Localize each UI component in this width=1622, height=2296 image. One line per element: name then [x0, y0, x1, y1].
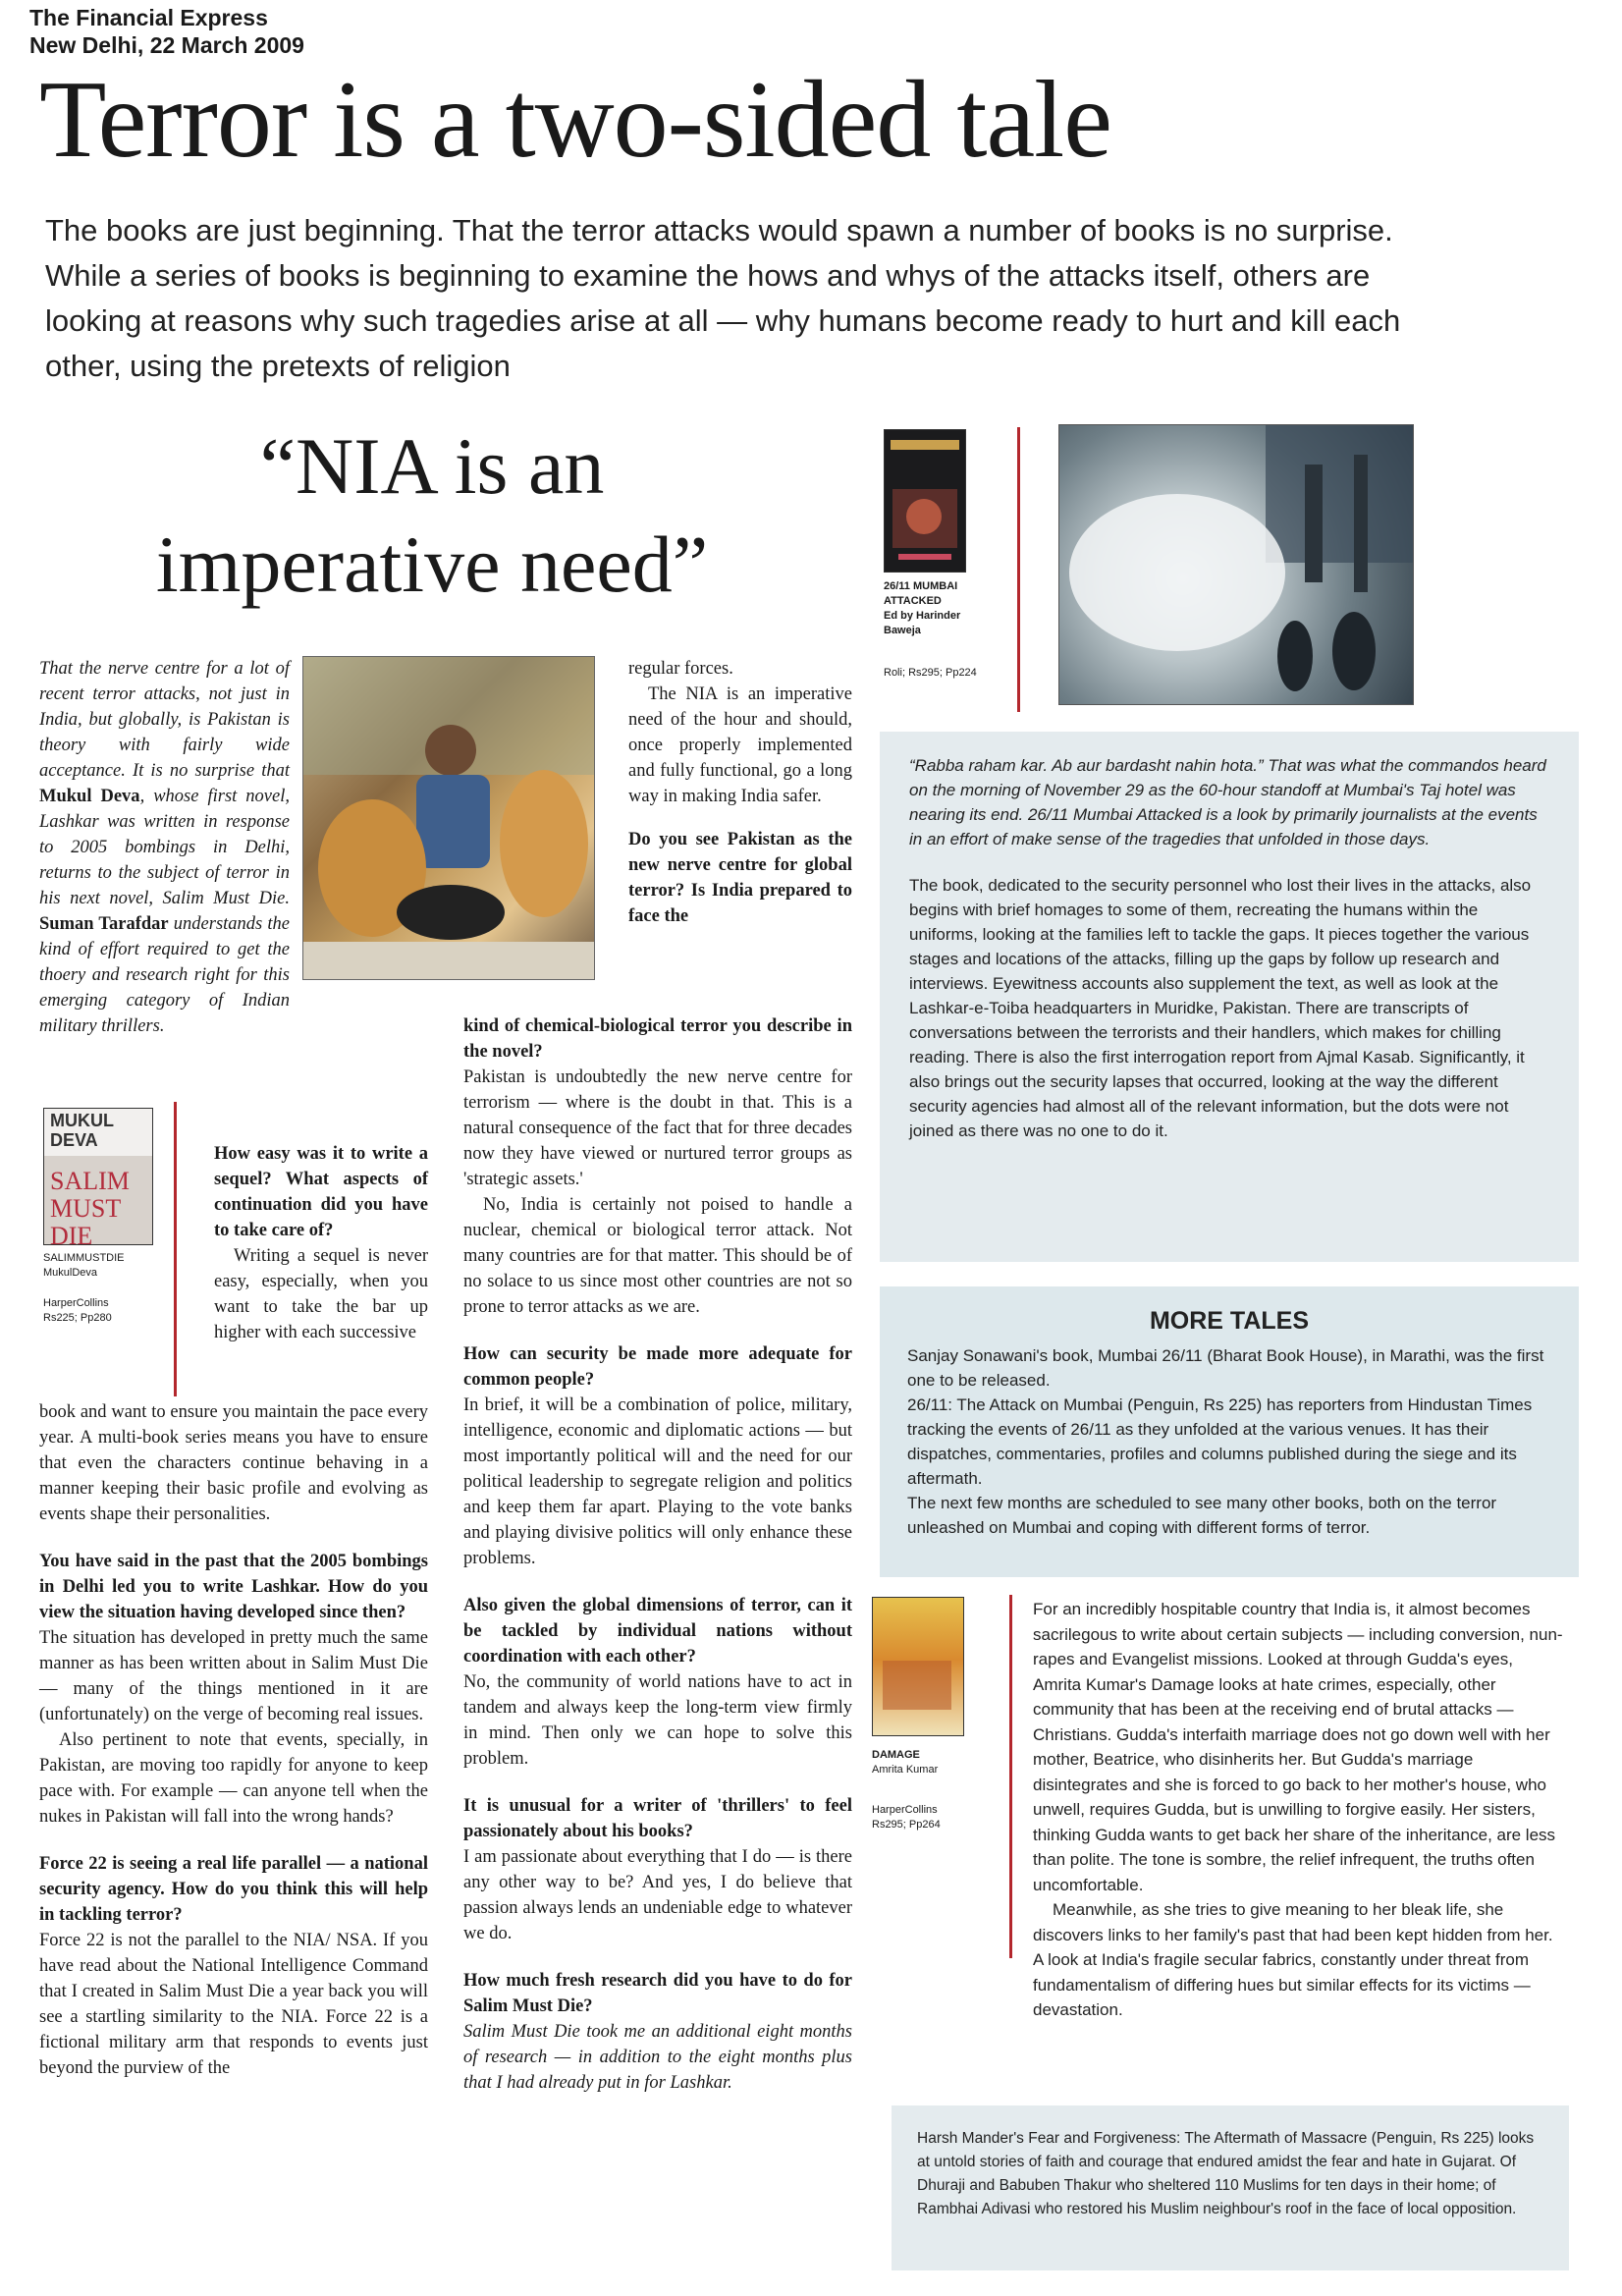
interview-column-2: [463, 1013, 852, 2096]
answer-1b: book and want to ensure you maintain the pace every year. A multi-book series means you have to ensure that even the characters continue behaving in a manner keeping their basic profile and evolving as events shape their personalities.: [39, 1402, 428, 1524]
smoke-scene-image: [1059, 425, 1413, 704]
book-price: Rs225; Pp280: [43, 1312, 112, 1324]
answer-4b: No, India is certainly not poised to handle a nuclear, chemical or biological terror attack. Not many countries are for that matter. This should be of no solace to us since most other countries are not so prone to terror attacks as we are.: [463, 1195, 852, 1317]
cover-author: MUKUL DEVA: [44, 1109, 152, 1156]
book-title: SALIMMUSTDIE: [43, 1252, 125, 1264]
answer-5: In brief, it will be a combination of police, military, intelligence, economic and diplomatic actions — but most importantly political will and the need for our political leadership to segregate religion and politics and keep them far apart. Playing to the vote banks and playing divisive politics will only enhance these problems.: [463, 1395, 852, 1568]
masthead: [29, 4, 304, 59]
more-tales-para-2: 26/11: The Attack on Mumbai (Penguin, Rs 225) has reporters from Hindustan Times tracking the events of 26/11 as they unfolded at the various venues. It has their dispatches, commentaries, profiles and columns published during the siege and its aftermath.: [907, 1395, 1533, 1488]
book-info-damage: [872, 1748, 980, 1832]
headline: Terror is a two-sided tale: [39, 59, 1111, 181]
question-3: Force 22 is seeing a real life parallel — a national security agency. How do you think this will help in tackling terror?: [39, 1854, 428, 1925]
question-2: You have said in the past that the 2005 bombings in Delhi led you to write Lashkar. How do you view the situation having developed since then?: [39, 1552, 428, 1622]
divider-rule: [174, 1102, 177, 1396]
book-cover-art: [885, 430, 965, 572]
interview-title-line1: “NIA is an: [259, 421, 605, 511]
attack-photo: [1058, 424, 1414, 705]
interviewee-name: Mukul Deva: [39, 787, 140, 806]
damage-review-para-1: For an incredibly hospitable country that India is, it almost becomes sacrilegous to write about certain subjects — including conversion, nun-rapes and Evangelist missions. Looked at through Gudda's eyes, Amrita Kumar's Damage looks at hate crimes, especially, other community that has been at the receiving end of brutal attacks — Christians. Gudda's interfaith marriage does not go down well with her mother, Beatrice, who disinherits her. But Gudda's marriage disintegrates and she is forced to go back to her mother's house, who unwell, requires Gudda, but is unwilling to forgive easily. Her sisters, thinking Gudda wants to get back her share of the inheritance, are less than polite. The tone is sombre, the relief infrequent, the truths often uncomfortable.: [1033, 1600, 1563, 1894]
book-info-salim: [43, 1251, 161, 1326]
book-info-26-11: [884, 579, 992, 681]
review-26-11-para-1: “Rabba raham kar. Ab aur bardasht nahin hota.” That was what the commandos heard on the morning of November 29 as the 60-hour standoff at Mumbai's Taj hotel was nearing its end. 26/11 Mumbai Attacked is a look by primarily journalists at the events in an effort of make sense of the tragedies that unfolded in those days.: [909, 756, 1546, 848]
more-tales-box: [880, 1286, 1579, 1577]
interview-intro: [39, 656, 290, 1039]
interviewer-name: Suman Tarafdar: [39, 914, 169, 934]
question-8: How much fresh research did you have to do for Salim Must Die?: [463, 1971, 852, 2016]
more-tales-para-1: Sanjay Sonawani's book, Mumbai 26/11 (Bharat Book House), in Marathi, was the first one to be released.: [907, 1346, 1544, 1390]
interview-column-1: [39, 1399, 428, 2081]
answer-6: No, the community of world nations have to act in tandem and always keep the long-term view firmly in mind. Then only we can hope to solve this problem.: [463, 1672, 852, 1769]
author-with-dogs-image: [303, 657, 594, 979]
answer-3b: regular forces.: [628, 659, 733, 679]
interview-title-line2: imperative need”: [155, 519, 709, 609]
interview-column-2-top: [628, 656, 852, 929]
book-price: Rs295; Pp224: [908, 667, 977, 679]
book-editor: Ed by Harinder Baweja: [884, 610, 961, 636]
book-publisher: HarperCollins: [872, 1804, 938, 1816]
book-cover-damage: [872, 1597, 964, 1736]
answer-3c: The NIA is an imperative need of the hour and should, once properly implemented and fully functional, go a long way in making India safer.: [628, 684, 852, 806]
book-title: DAMAGE: [872, 1749, 920, 1761]
cover-title: SALIM MUST DIE: [50, 1167, 130, 1250]
book-cover-salim-must-die: [43, 1108, 153, 1250]
answer-4: Pakistan is undoubtedly the new nerve centre for terrorism — where is the doubt in that. This is a natural consequence of the fact that for three decades now they have viewed or nurtured terror groups as 'strategic assets.': [463, 1067, 852, 1189]
book-author: Amrita Kumar: [872, 1764, 939, 1776]
answer-1a: Writing a sequel is never easy, especially, when you want to take the bar up higher with each successive: [214, 1246, 428, 1342]
question-6: Also given the global dimensions of terror, can it be tackled by individual nations without coordination with each other?: [463, 1596, 852, 1667]
fear-and-forgiveness-text: Harsh Mander's Fear and Forgiveness: The Aftermath of Massacre (Penguin, Rs 225) looks at untold stories of faith and courage that endured amidst the fear and hate in Gujarat. Of Dhuraji and Babuben Thakur who sheltered 110 Muslims for ten days in their home; of Rambhai Adivasi who restored his Muslim neighbour's roof in the face of local opposition.: [917, 2130, 1535, 2217]
divider-rule-3: [1009, 1595, 1012, 1958]
answer-2: The situation has developed in pretty much the same manner as has been written about in Salim Must Die — many of the things mentioned in it are (unfortunately) on the verge of becoming real issues.: [39, 1628, 428, 1724]
question-4b: kind of chemical-biological terror you describe in the novel?: [463, 1016, 852, 1062]
answer-7: I am passionate about everything that I do — is there any other way to be? And yes, I do believe that passion always lends an undeniable edge to whatever we do.: [463, 1847, 852, 1943]
intro-text-3: understands the kind of effort required to get the thoery and research right for this emerging category of Indian military thrillers.: [39, 914, 290, 1036]
author-photo: [302, 656, 595, 980]
book-price: Rs295; Pp264: [872, 1819, 941, 1831]
intro-text: That the nerve centre for a lot of recent terror attacks, not just in India, but globally, is Pakistan is theory with fairly wide acceptance. It is no surprise that: [39, 659, 290, 781]
book-cover-damage-art: [873, 1598, 963, 1735]
more-tales-para-3: The next few months are scheduled to see many other books, both on the terror unleashed on Mumbai and coping with different forms of terror.: [907, 1494, 1497, 1537]
newspaper-name: The Financial Express: [29, 5, 268, 30]
interview-title: [88, 417, 776, 614]
book-publisher: Roli: [884, 667, 902, 679]
fear-and-forgiveness-box: [892, 2105, 1569, 2270]
book-cover-26-11-mumbai-attacked: [884, 429, 966, 573]
damage-review: [1033, 1597, 1563, 2023]
intro-text-2: , whose first novel, Lashkar was written in response to 2005 bombings in Delhi, returns to the subject of terror in his next novel, Salim Must Die.: [39, 787, 290, 908]
dateline: New Delhi, 22 March 2009: [29, 32, 304, 58]
more-tales-title: MORE TALES: [1149, 1307, 1310, 1335]
question-1: How easy was it to write a sequel? What aspects of continuation did you have to take care of?: [214, 1144, 428, 1240]
standfirst: The books are just beginning. That the terror attacks would spawn a number of books is no surprise. While a series of books is beginning to examine the hows and whys of the attacks itself, others are looking at reasons why such tragedies arise at all — why humans become ready to hurt and kill each other, using the pretexts of religion: [45, 213, 1401, 383]
question-5: How can security be made more adequate for common people?: [463, 1344, 852, 1390]
divider-rule-2: [1017, 427, 1020, 712]
damage-review-para-2: Meanwhile, as she tries to give meaning to her bleak life, she discovers links to her family's past that had been kept hidden from her. A look at India's fragile secular fabrics, constantly under threat from fundamentalism of differing hues but similar effects for its victims — devastation.: [1033, 1900, 1553, 2019]
answer-2b: Also pertinent to note that events, specially, in Pakistan, are moving too rapidly for anyone to keep pace with. For example — can anyone tell when the nukes in Pakistan will fall into the wrong hands?: [39, 1730, 428, 1827]
answer-8: Salim Must Die took me an additional eight months of research — in addition to the eight months plus that I had already put in for Lashkar.: [463, 2022, 852, 2093]
book-title: 26/11 MUMBAI ATTACKED: [884, 580, 958, 607]
question-4a: Do you see Pakistan as the new nerve centre for global terror? Is India prepared to face the: [628, 830, 852, 926]
book-publisher: HarperCollins: [43, 1297, 109, 1309]
review-26-11-box: [880, 732, 1579, 1262]
question-7: It is unusual for a writer of 'thrillers' to feel passionately about his books?: [463, 1796, 852, 1841]
question-1-block: [214, 1141, 428, 1345]
answer-3: Force 22 is not the parallel to the NIA/ NSA. If you have read about the National Intelligence Command that I created in Salim Must Die a year back you will see a startling similarity to the NIA. Force 22 is a fictional military arm that responds to events just beyond the purview of the: [39, 1931, 428, 2078]
review-26-11-para-2: The book, dedicated to the security personnel who lost their lives in the attacks, also begins with brief homages to some of them, recreating the humans within the uniforms, looking at the families left to tackle the gaps. It pieces together the various stages and locations of the attacks, filling up the gaps by follow up research and interviews. Eyewitness accounts also supplement the text, as well as look at the Lashkar-e-Toiba headquarters in Muridke, Pakistan. There are transcripts of conversations between the terrorists and their handlers, which makes for chilling reading. There is also the first interrogation report from Ajmal Kasab. Significantly, it also brings out the security lapses that occurred, looking at the way the different security agencies had almost all of the relevant information, but the dots were not joined as there was no one to do it.: [909, 876, 1532, 1140]
book-author: MukulDeva: [43, 1267, 98, 1279]
book-publisher-price: Roli; Rs295; Pp224: [884, 667, 977, 679]
